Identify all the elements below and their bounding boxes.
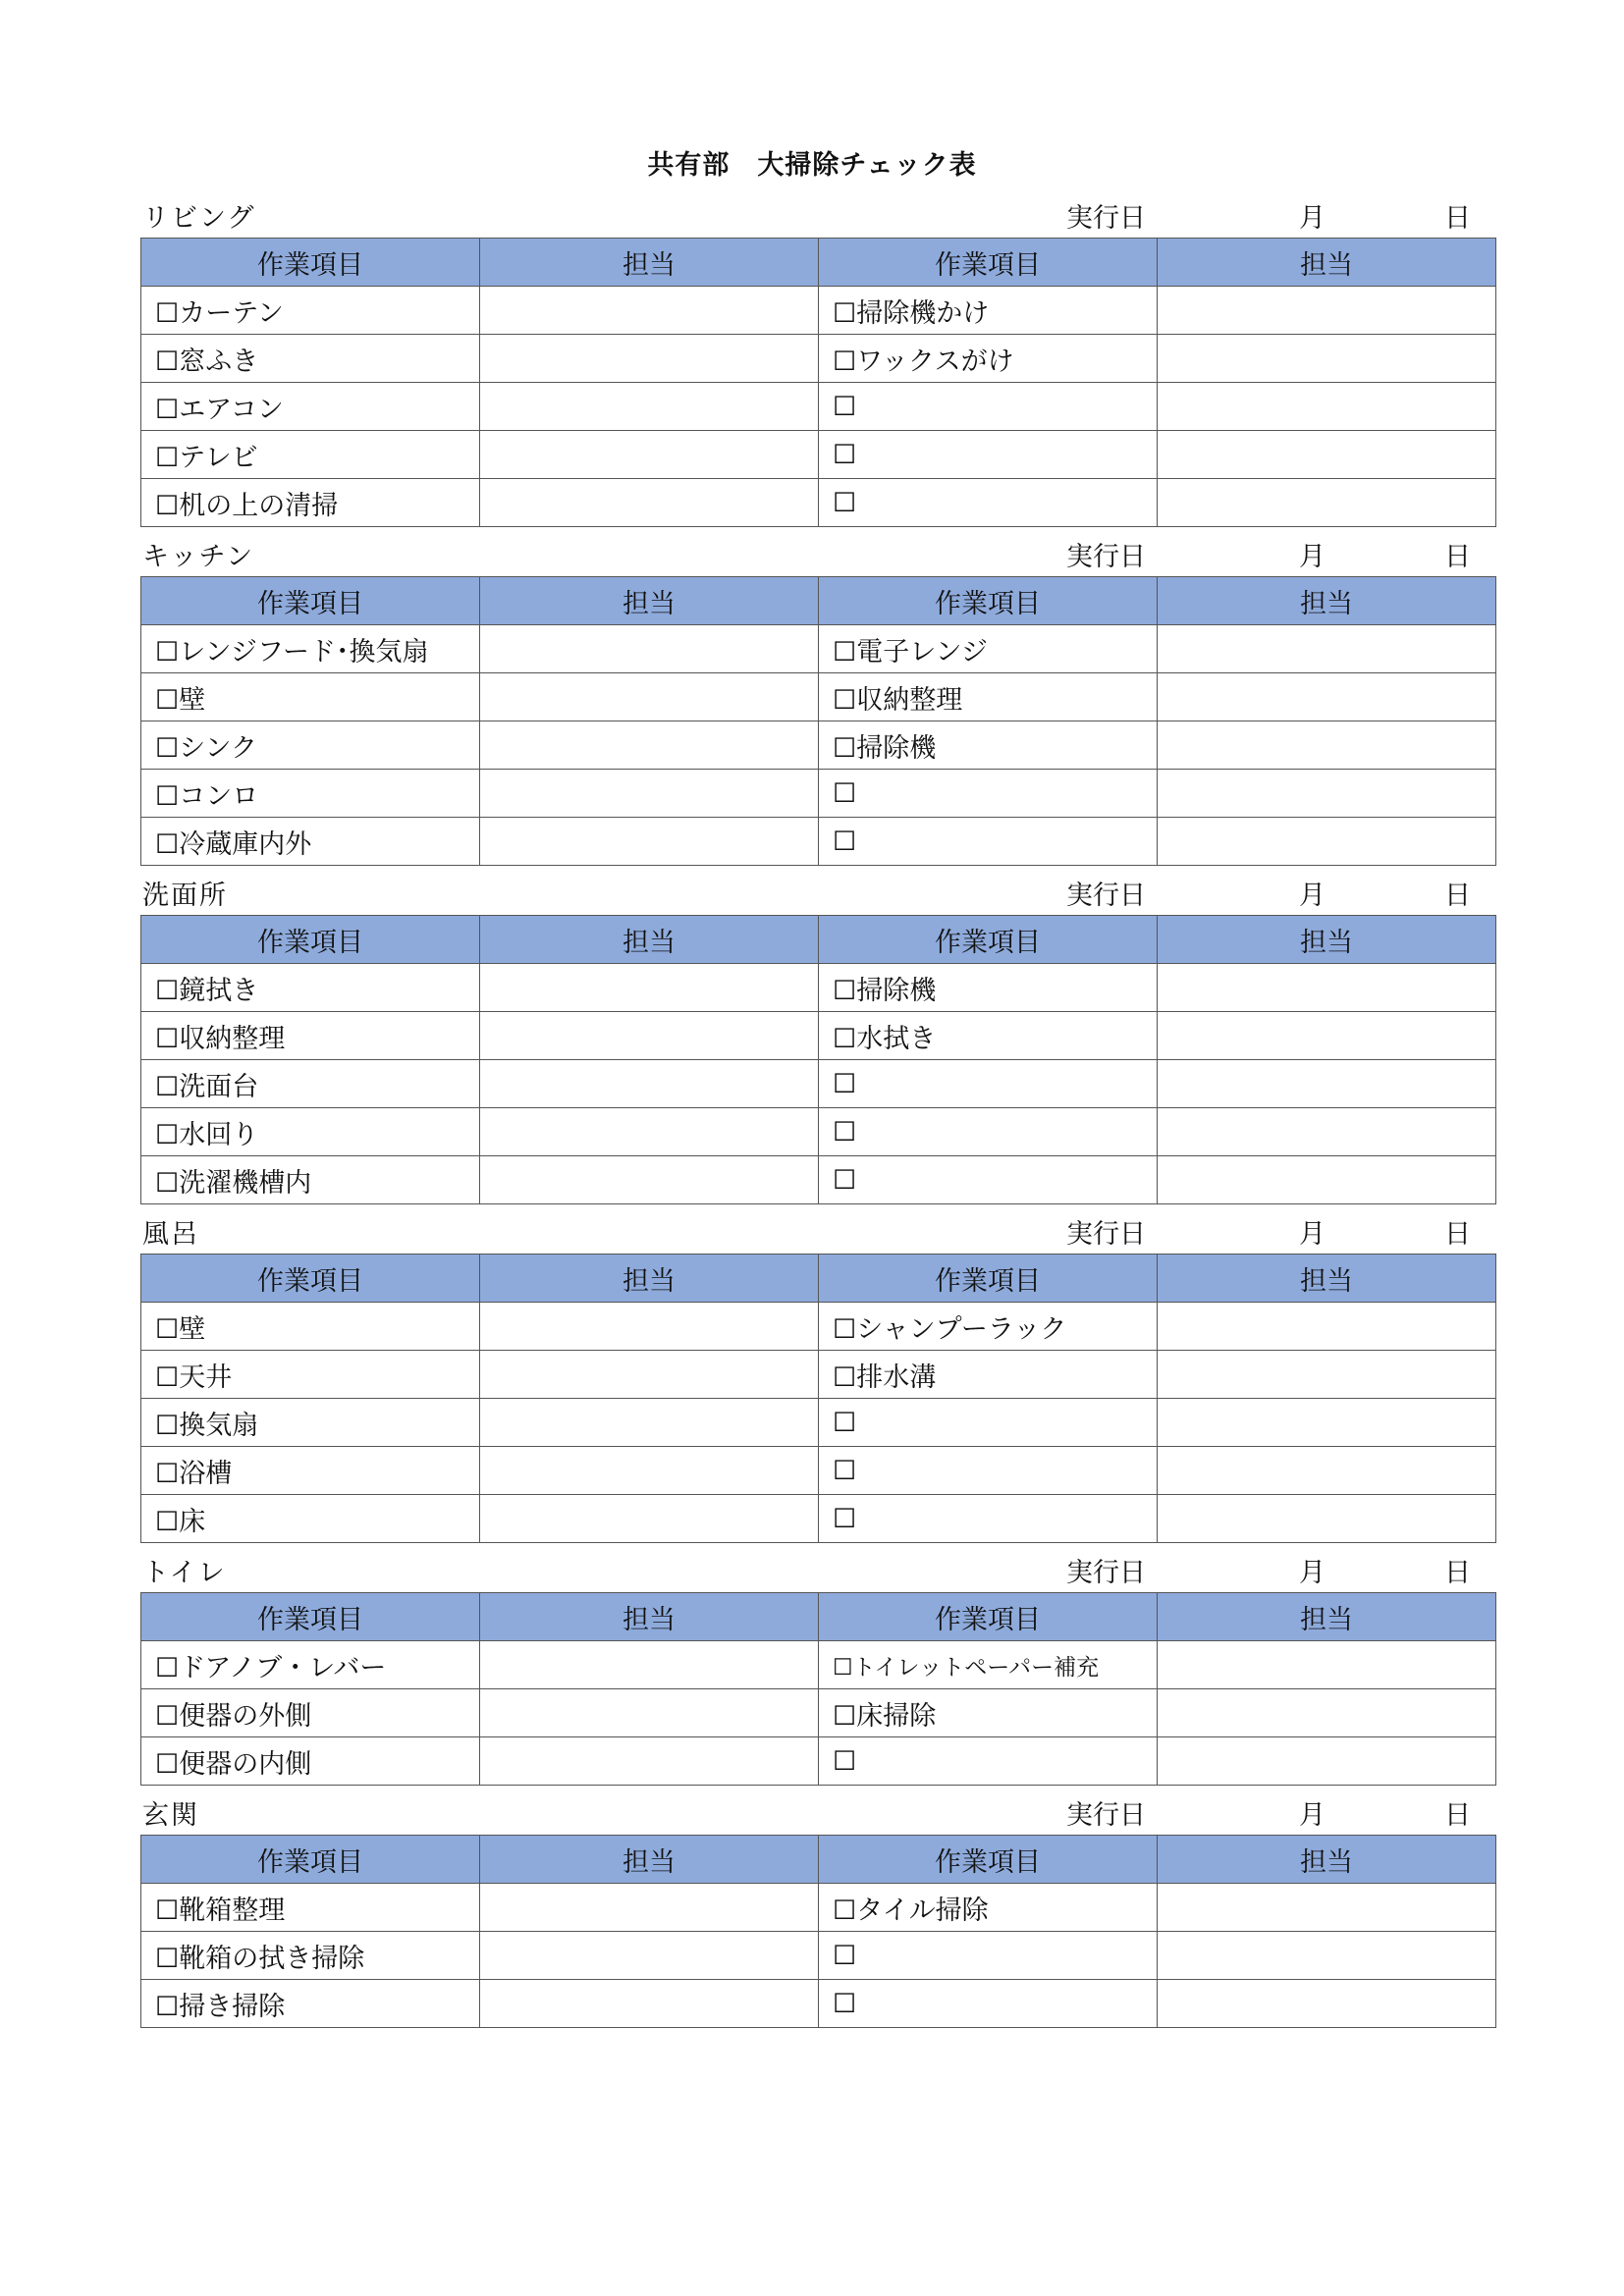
task-checkbox-item[interactable]: ☐電子レンジ <box>819 625 1158 673</box>
column-header-assignee: 担当 <box>480 577 819 625</box>
month-label: 月 <box>1299 881 1326 911</box>
section-name: トイレ <box>142 1558 227 1588</box>
column-header-task: 作業項目 <box>141 577 480 625</box>
table-row <box>141 1108 1496 1156</box>
assignee-cell[interactable] <box>1158 1156 1496 1204</box>
column-header-task: 作業項目 <box>141 916 480 964</box>
assignee-cell[interactable] <box>1158 673 1496 721</box>
assignee-cell[interactable] <box>480 721 819 770</box>
section-name: 洗面所 <box>142 881 228 911</box>
task-checkbox-item[interactable]: ☐洗面台 <box>141 1060 480 1108</box>
column-header-assignee: 担当 <box>480 1255 819 1303</box>
table-row <box>141 1351 1496 1399</box>
table-row <box>141 964 1496 1012</box>
table-row <box>141 479 1496 527</box>
column-header-task: 作業項目 <box>141 1593 480 1641</box>
day-label: 日 <box>1444 881 1471 911</box>
table-row <box>141 1980 1496 2028</box>
assignee-cell[interactable] <box>1158 335 1496 383</box>
task-checkbox-item[interactable]: ☐ <box>819 1399 1158 1447</box>
checklist-table <box>140 915 1496 1204</box>
assignee-cell[interactable] <box>480 625 819 673</box>
task-checkbox-item[interactable]: ☐ <box>819 1737 1158 1786</box>
table-row <box>141 335 1496 383</box>
column-header-task: 作業項目 <box>819 916 1158 964</box>
task-checkbox-item[interactable]: ☐靴箱整理 <box>141 1884 480 1932</box>
table-header-row <box>141 1593 1496 1641</box>
checklist-table <box>140 576 1496 866</box>
page-title: 共有部 大掃除チェック表 <box>647 150 977 181</box>
checklist-table <box>140 238 1496 527</box>
task-checkbox-item[interactable]: ☐収納整理 <box>141 1012 480 1060</box>
table-row <box>141 1447 1496 1495</box>
assignee-cell[interactable] <box>480 1689 819 1737</box>
assignee-cell[interactable] <box>480 770 819 818</box>
section-header <box>140 192 1496 238</box>
assignee-cell[interactable] <box>1158 383 1496 431</box>
assignee-cell[interactable] <box>480 335 819 383</box>
assignee-cell[interactable] <box>480 1060 819 1108</box>
task-checkbox-item[interactable]: ☐水回り <box>141 1108 480 1156</box>
table-row <box>141 721 1496 770</box>
task-checkbox-item[interactable]: ☐水拭き <box>819 1012 1158 1060</box>
assignee-cell[interactable] <box>480 1641 819 1689</box>
table-row <box>141 1303 1496 1351</box>
assignee-cell[interactable] <box>1158 721 1496 770</box>
assignee-cell[interactable] <box>480 673 819 721</box>
task-checkbox-item[interactable]: ☐収納整理 <box>819 673 1158 721</box>
task-checkbox-item[interactable]: ☐便器の内側 <box>141 1737 480 1786</box>
table-row <box>141 1689 1496 1737</box>
column-header-assignee: 担当 <box>1158 916 1496 964</box>
table-header-row <box>141 239 1496 287</box>
month-label: 月 <box>1299 1800 1326 1831</box>
assignee-cell[interactable] <box>1158 1303 1496 1351</box>
checklist-table <box>140 1592 1496 1786</box>
assignee-cell[interactable] <box>480 818 819 866</box>
exec-date-label: 実行日 <box>1066 1558 1146 1588</box>
section-name: キッチン <box>142 542 255 572</box>
table-row <box>141 1884 1496 1932</box>
assignee-cell[interactable] <box>480 1399 819 1447</box>
task-checkbox-item[interactable]: ☐掃除機 <box>819 721 1158 770</box>
task-checkbox-item[interactable]: ☐テレビ <box>141 431 480 479</box>
exec-date-label: 実行日 <box>1066 542 1146 572</box>
checklist-sections <box>140 192 1496 2032</box>
assignee-cell[interactable] <box>480 1108 819 1156</box>
assignee-cell[interactable] <box>1158 1060 1496 1108</box>
column-header-task: 作業項目 <box>141 1255 480 1303</box>
day-label: 日 <box>1444 542 1471 572</box>
assignee-cell[interactable] <box>480 1351 819 1399</box>
task-checkbox-item[interactable]: ☐カーテン <box>141 287 480 335</box>
task-checkbox-item[interactable]: ☐エアコン <box>141 383 480 431</box>
task-checkbox-item[interactable]: ☐掃除機 <box>819 964 1158 1012</box>
task-checkbox-item[interactable]: ☐浴槽 <box>141 1447 480 1495</box>
task-checkbox-item[interactable]: ☐床 <box>141 1495 480 1543</box>
assignee-cell[interactable] <box>480 383 819 431</box>
assignee-cell[interactable] <box>480 1980 819 2028</box>
task-checkbox-item[interactable]: ☐コンロ <box>141 770 480 818</box>
column-header-task: 作業項目 <box>141 239 480 287</box>
checklist-table <box>140 1254 1496 1543</box>
table-row <box>141 770 1496 818</box>
assignee-cell[interactable] <box>480 1884 819 1932</box>
month-label: 月 <box>1299 203 1326 234</box>
task-checkbox-item[interactable]: ☐ <box>819 818 1158 866</box>
table-row <box>141 1495 1496 1543</box>
task-checkbox-item[interactable]: ☐ <box>819 383 1158 431</box>
assignee-cell[interactable] <box>480 1156 819 1204</box>
section-name: 風呂 <box>142 1219 199 1250</box>
assignee-cell[interactable] <box>480 1012 819 1060</box>
task-checkbox-item[interactable]: ☐ <box>819 1932 1158 1980</box>
assignee-cell[interactable] <box>1158 1884 1496 1932</box>
checklist-table <box>140 1835 1496 2028</box>
section-header <box>140 870 1496 915</box>
task-checkbox-item[interactable]: ☐タイル掃除 <box>819 1884 1158 1932</box>
column-header-task: 作業項目 <box>819 577 1158 625</box>
assignee-cell[interactable] <box>480 1447 819 1495</box>
column-header-assignee: 担当 <box>1158 239 1496 287</box>
assignee-cell[interactable] <box>1158 1932 1496 1980</box>
task-checkbox-item[interactable]: ☐ <box>819 1108 1158 1156</box>
assignee-cell[interactable] <box>1158 479 1496 527</box>
month-label: 月 <box>1299 542 1326 572</box>
table-header-row <box>141 577 1496 625</box>
assignee-cell[interactable] <box>480 1495 819 1543</box>
task-checkbox-item[interactable]: ☐ <box>819 479 1158 527</box>
task-checkbox-item[interactable]: ☐床掃除 <box>819 1689 1158 1737</box>
assignee-cell[interactable] <box>1158 818 1496 866</box>
task-checkbox-item[interactable]: ☐ <box>819 431 1158 479</box>
table-header-row <box>141 1836 1496 1884</box>
assignee-cell[interactable] <box>480 431 819 479</box>
month-label: 月 <box>1299 1219 1326 1250</box>
assignee-cell[interactable] <box>1158 287 1496 335</box>
task-checkbox-item[interactable]: ☐ドアノブ・レバー <box>141 1641 480 1689</box>
assignee-cell[interactable] <box>480 964 819 1012</box>
table-row <box>141 1737 1496 1786</box>
table-row <box>141 1012 1496 1060</box>
assignee-cell[interactable] <box>1158 1495 1496 1543</box>
task-checkbox-item[interactable]: ☐便器の外側 <box>141 1689 480 1737</box>
task-checkbox-item[interactable]: ☐排水溝 <box>819 1351 1158 1399</box>
task-checkbox-item[interactable]: ☐靴箱の拭き掃除 <box>141 1932 480 1980</box>
column-header-task: 作業項目 <box>141 1836 480 1884</box>
day-label: 日 <box>1444 1219 1471 1250</box>
table-row <box>141 383 1496 431</box>
table-row <box>141 1060 1496 1108</box>
assignee-cell[interactable] <box>1158 770 1496 818</box>
assignee-cell[interactable] <box>1158 1689 1496 1737</box>
task-checkbox-item[interactable]: ☐机の上の清掃 <box>141 479 480 527</box>
column-header-assignee: 担当 <box>480 916 819 964</box>
task-checkbox-item[interactable]: ☐ <box>819 1447 1158 1495</box>
assignee-cell[interactable] <box>1158 1012 1496 1060</box>
task-checkbox-item[interactable]: ☐ <box>819 1156 1158 1204</box>
column-header-task: 作業項目 <box>819 1255 1158 1303</box>
table-row <box>141 431 1496 479</box>
table-row <box>141 1641 1496 1689</box>
assignee-cell[interactable] <box>480 1303 819 1351</box>
task-checkbox-item[interactable]: ☐掃き掃除 <box>141 1980 480 2028</box>
section-header <box>140 1547 1496 1592</box>
assignee-cell[interactable] <box>480 287 819 335</box>
section-header <box>140 1208 1496 1254</box>
section-name: 玄関 <box>142 1800 199 1831</box>
exec-date-label: 実行日 <box>1066 881 1146 911</box>
table-row <box>141 1932 1496 1980</box>
task-checkbox-item[interactable]: ☐トイレットペーパー補充 <box>819 1641 1158 1689</box>
task-checkbox-item[interactable]: ☐シャンプーラック <box>819 1303 1158 1351</box>
section-header <box>140 531 1496 576</box>
assignee-cell[interactable] <box>1158 1737 1496 1786</box>
table-row <box>141 1399 1496 1447</box>
table-row <box>141 818 1496 866</box>
section-header <box>140 1789 1496 1835</box>
assignee-cell[interactable] <box>480 479 819 527</box>
task-checkbox-item[interactable]: ☐ <box>819 770 1158 818</box>
column-header-assignee: 担当 <box>1158 577 1496 625</box>
task-checkbox-item[interactable]: ☐窓ふき <box>141 335 480 383</box>
exec-date-label: 実行日 <box>1066 203 1146 234</box>
assignee-cell[interactable] <box>1158 1351 1496 1399</box>
assignee-cell[interactable] <box>1158 1399 1496 1447</box>
column-header-assignee: 担当 <box>480 1593 819 1641</box>
column-header-task: 作業項目 <box>819 1593 1158 1641</box>
assignee-cell[interactable] <box>1158 1980 1496 2028</box>
exec-date-label: 実行日 <box>1066 1219 1146 1250</box>
task-checkbox-item[interactable]: ☐洗濯機槽内 <box>141 1156 480 1204</box>
task-checkbox-item[interactable]: ☐鏡拭き <box>141 964 480 1012</box>
table-row <box>141 673 1496 721</box>
assignee-cell[interactable] <box>480 1932 819 1980</box>
table-row <box>141 287 1496 335</box>
day-label: 日 <box>1444 203 1471 234</box>
task-checkbox-item[interactable]: ☐ワックスがけ <box>819 335 1158 383</box>
assignee-cell[interactable] <box>1158 964 1496 1012</box>
column-header-assignee: 担当 <box>480 239 819 287</box>
column-header-task: 作業項目 <box>819 1836 1158 1884</box>
task-checkbox-item[interactable]: ☐壁 <box>141 1303 480 1351</box>
task-checkbox-item[interactable]: ☐壁 <box>141 673 480 721</box>
table-header-row <box>141 1255 1496 1303</box>
table-row <box>141 1156 1496 1204</box>
column-header-assignee: 担当 <box>480 1836 819 1884</box>
task-checkbox-item[interactable]: ☐天井 <box>141 1351 480 1399</box>
day-label: 日 <box>1444 1800 1471 1831</box>
column-header-assignee: 担当 <box>1158 1836 1496 1884</box>
task-checkbox-item[interactable]: ☐シンク <box>141 721 480 770</box>
table-row <box>141 625 1496 673</box>
task-checkbox-item[interactable]: ☐レンジフード･換気扇 <box>141 625 480 673</box>
task-checkbox-item[interactable]: ☐換気扇 <box>141 1399 480 1447</box>
exec-date-label: 実行日 <box>1066 1800 1146 1831</box>
assignee-cell[interactable] <box>1158 431 1496 479</box>
task-checkbox-item[interactable]: ☐ <box>819 1060 1158 1108</box>
day-label: 日 <box>1444 1558 1471 1588</box>
task-checkbox-item[interactable]: ☐ <box>819 1495 1158 1543</box>
task-checkbox-item[interactable]: ☐ <box>819 1980 1158 2028</box>
task-checkbox-item[interactable]: ☐掃除機かけ <box>819 287 1158 335</box>
column-header-assignee: 担当 <box>1158 1593 1496 1641</box>
assignee-cell[interactable] <box>1158 625 1496 673</box>
table-header-row <box>141 916 1496 964</box>
task-checkbox-item[interactable]: ☐冷蔵庫内外 <box>141 818 480 866</box>
column-header-assignee: 担当 <box>1158 1255 1496 1303</box>
month-label: 月 <box>1299 1558 1326 1588</box>
assignee-cell[interactable] <box>1158 1447 1496 1495</box>
assignee-cell[interactable] <box>480 1737 819 1786</box>
column-header-task: 作業項目 <box>819 239 1158 287</box>
section-name: リビング <box>142 203 256 234</box>
assignee-cell[interactable] <box>1158 1108 1496 1156</box>
assignee-cell[interactable] <box>1158 1641 1496 1689</box>
